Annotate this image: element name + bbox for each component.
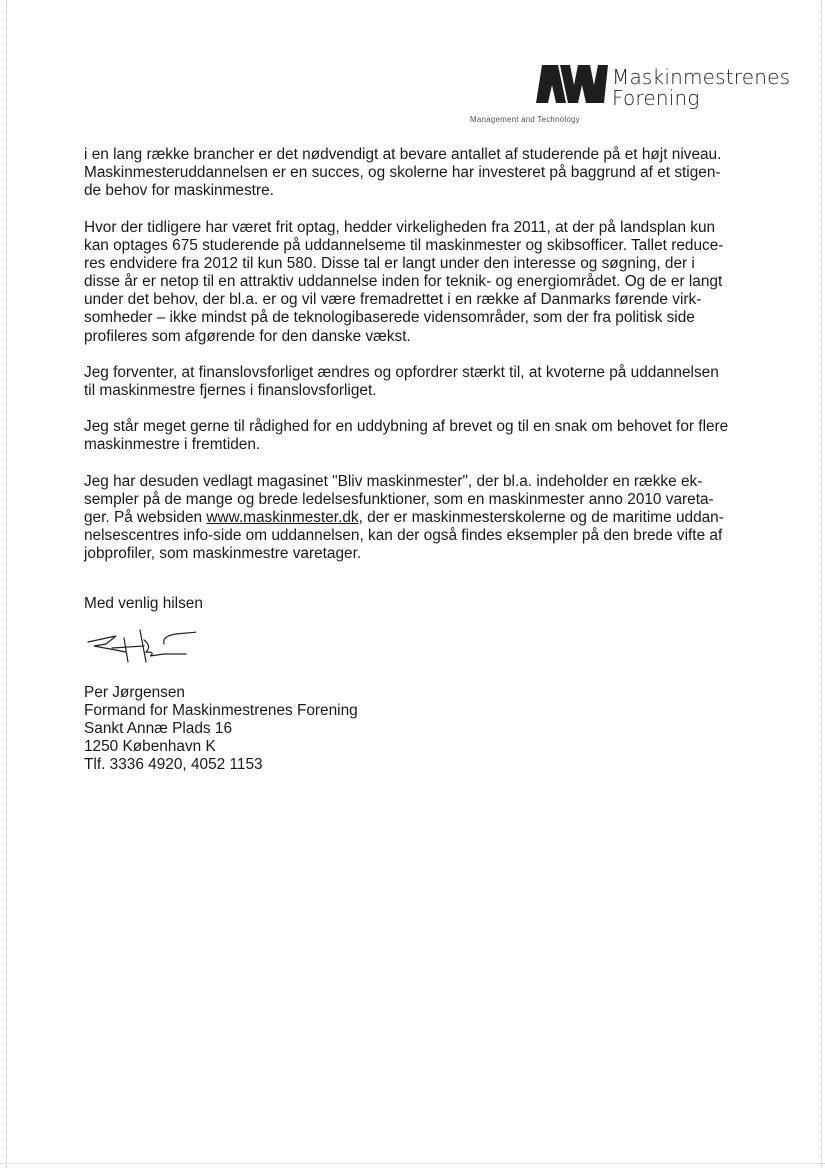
text-line: Maskinmesteruddannelsen er en succes, og skolerne har investeret på baggrund af et stigen-	[84, 164, 721, 182]
m-logo-icon	[536, 63, 608, 105]
org-tagline: Management and Technology	[470, 115, 580, 124]
text-line: under det behov, der bl.a. er og vil være fremadrettet i en række af Danmarks førende virk-	[84, 291, 702, 309]
signatory-name: Per Jørgensen	[84, 684, 185, 701]
closing: Med venlig hilsen	[84, 595, 203, 612]
address-street: Sankt Annæ Plads 16	[84, 720, 233, 738]
signature-icon	[86, 628, 196, 670]
text-line: maskinmestre i fremtiden.	[84, 436, 261, 454]
letterhead-logo	[460, 55, 800, 130]
signatory-block	[84, 684, 358, 774]
text-line: res endvidere fra 2012 til kun 580. Disse tal er langt under den interesse og søgning, der i	[84, 255, 695, 273]
text-line: Jeg har desuden vedlagt magasinet "Bliv maskinmester", der bl.a. indeholder en række ek-	[84, 473, 703, 490]
org-name-line2: Forening	[612, 86, 700, 110]
text-line: de behov for maskinmestre.	[84, 182, 274, 200]
text-segment: ger. På websiden	[84, 509, 207, 527]
text-line: disse år er netop til en attraktiv uddannelse inden for teknik- og energiområdet. Og de er langt	[84, 273, 723, 291]
org-name	[612, 67, 790, 109]
paragraph-1	[84, 146, 721, 200]
scan-edge-right	[821, 0, 822, 1168]
text-line: nelsescentres info-side om uddannelsen, kan der også findes eksempler på den brede vifte af	[84, 527, 723, 545]
text-line: kan optages 675 studerende på uddannelseme til maskinmester og skibsofficer. Tallet reduce-	[84, 237, 724, 255]
paragraph-2	[84, 219, 723, 346]
address-city: 1250 København K	[84, 738, 216, 756]
signatory-title: Formand for Maskinmestrenes Forening	[84, 702, 358, 720]
text-line: i en lang række brancher er det nødvendigt at bevare antallet af studerende på et højt niveau.	[84, 146, 722, 163]
text-line: jobprofiler, som maskinmestre varetager.	[84, 545, 362, 563]
text-line: sempler på de mange og brede ledelsesfunktioner, som en maskinmester anno 2010 vareta-	[84, 491, 714, 509]
paragraph-4	[84, 418, 728, 454]
paragraph-5	[84, 473, 724, 563]
paragraph-3	[84, 364, 719, 400]
text-line: profileres som afgørende for den danske vækst.	[84, 327, 411, 345]
text-line: Jeg forventer, at finanslovsforliget ændres og opfordrer stærkt til, at kvoterne på uddannelsen	[84, 364, 719, 381]
text-line: Hvor der tidligere har været frit optag, hedder virkeligheden fra 2011, at der på landsplan kun	[84, 219, 716, 236]
text-line	[84, 509, 724, 527]
text-segment: , der er maskinmesterskolerne og de maritime uddan-	[358, 509, 724, 527]
text-line: somheder – ikke mindst på de teknologibaserede vidensområder, som der fra politisk side	[84, 309, 695, 327]
phone-numbers: Tlf. 3336 4920, 4052 1153	[84, 756, 263, 774]
org-name-line1: Maskinmestrenes	[612, 65, 791, 89]
text-line: Jeg står meget gerne til rådighed for en uddybning af brevet og til en snak om behovet for flere	[84, 418, 729, 435]
scan-edge-bottom	[0, 1163, 825, 1164]
website-link[interactable]: www.maskinmester.dk	[206, 509, 359, 527]
scan-edge-left	[6, 0, 7, 1168]
text-line: til maskinmestre fjernes i finanslovsforliget.	[84, 382, 377, 400]
